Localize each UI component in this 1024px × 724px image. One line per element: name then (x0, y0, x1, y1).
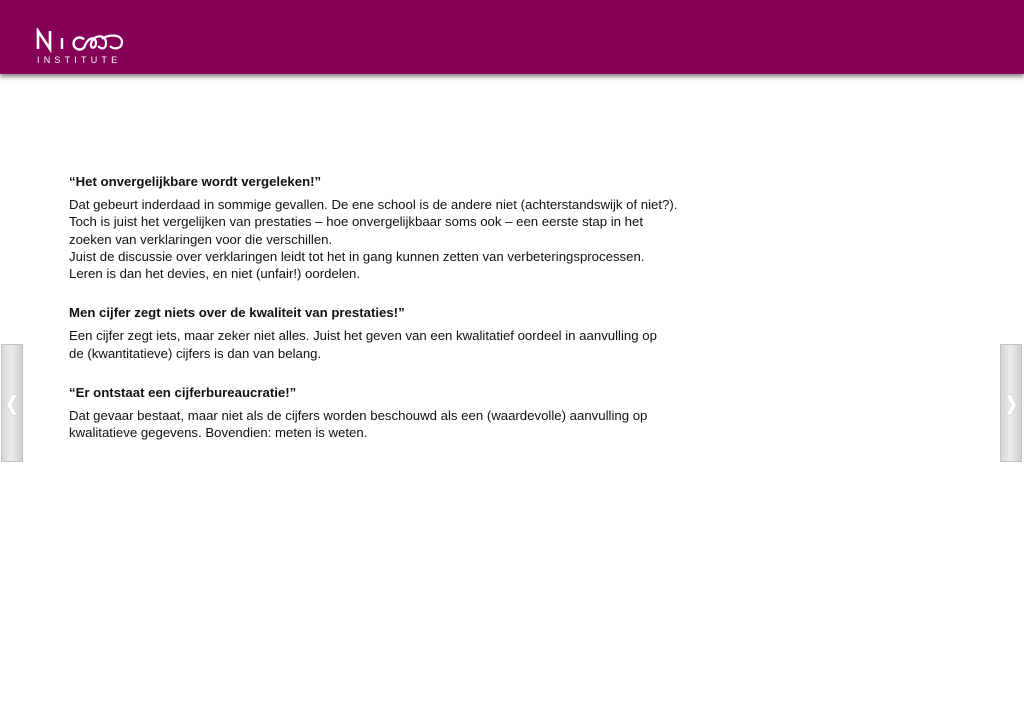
previous-slide-button[interactable] (1, 344, 23, 462)
section-body: Dat gevaar bestaat, maar niet als de cijfers worden beschouwd als een (waardevolle) aanvulling op kwalitatieve gegevens. Bovendien: meten is weten. (69, 408, 648, 441)
section-kwaliteit (69, 304, 769, 362)
section-heading: “Het onvergelijkbare wordt vergeleken!” (69, 174, 322, 189)
section-vergelijken (69, 173, 769, 282)
next-slide-button[interactable] (1000, 344, 1022, 462)
chevron-left-icon: ❰ (3, 391, 21, 415)
section-body: Dat gebeurt inderdaad in sommige gevallen. De ene school is de andere niet (achterstandswijk of niet?). Toch is juist het vergelijken van prestaties – hoe onvergelijkbaar soms ook – een eerste stap in het zoeken van verklaringen voor die verschillen. Juist de discussie over verklaringen leidt tot het in gang kunnen zetten van verbeteringsprocessen. Leren is dan het devies, en niet (unfair!) oordelen. (69, 197, 678, 282)
slide-content (69, 173, 769, 464)
section-bureaucratie (69, 384, 769, 442)
section-heading: Men cijfer zegt niets over de kwaliteit van prestaties!” (69, 305, 405, 321)
section-body: Een cijfer zegt iets, maar zeker niet alles. Juist het geven van een kwalitatief oordeel in aanvulling op de (kwantitatieve) cijfers is dan van belang. (69, 328, 657, 361)
nicis-logo (36, 28, 136, 68)
logo-subtitle: INSTITUTE (37, 55, 122, 65)
logo-mark (36, 28, 136, 54)
chevron-right-icon: ❱ (1002, 391, 1020, 415)
section-heading: “Er ontstaat een cijferbureaucratie!” (69, 385, 297, 401)
header-bar (0, 0, 1024, 74)
